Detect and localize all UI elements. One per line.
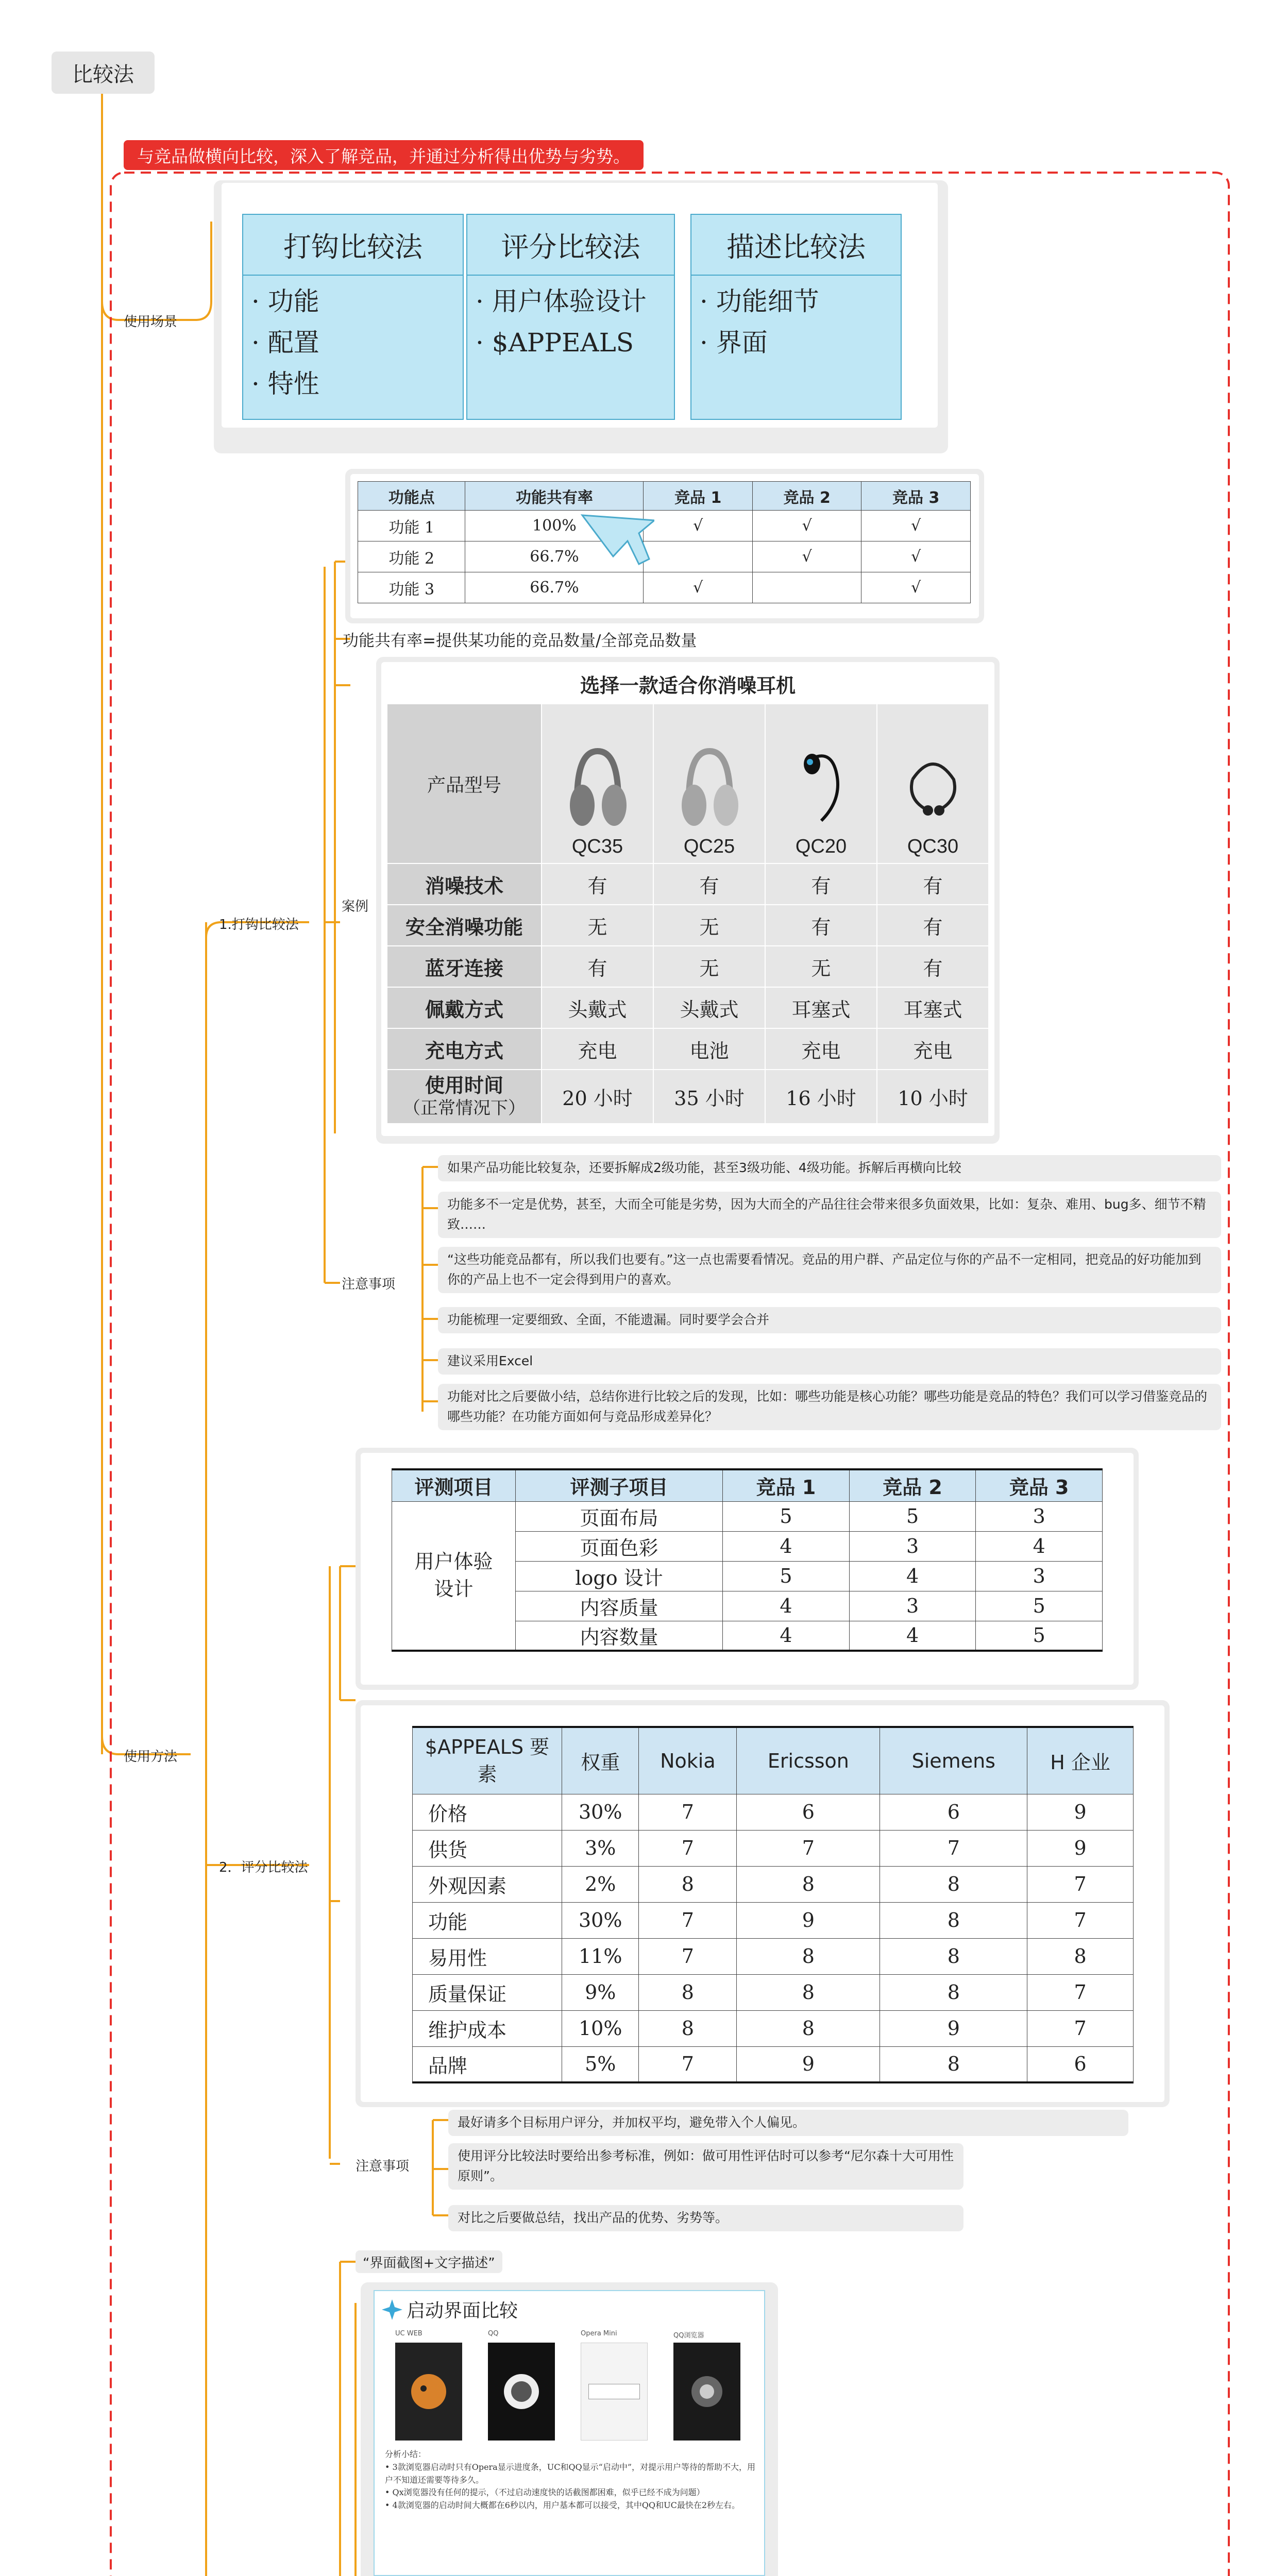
table-row: 易用性 11% 7 8 8 8 xyxy=(413,1938,1134,1974)
box-check-body: · 功能 · 配置 · 特性 xyxy=(242,276,464,420)
table-row: 功能 2 66.7% √ √ xyxy=(358,541,971,572)
product-qc20: QC20 xyxy=(765,704,877,863)
check-note-6: 功能对比之后要做小结，总结你进行比较之后的发现，比如：哪些功能是核心功能？哪些功能是竞品的特色？我们可以学习借鉴竞品的哪些功能？在功能方面如何与竞品形成差异化？ xyxy=(438,1384,1221,1430)
table-row: 维护成本 10% 8 8 9 7 xyxy=(413,2010,1134,2046)
headphone-image xyxy=(567,743,629,831)
neckband-image xyxy=(902,743,964,831)
startup-panel xyxy=(374,2290,765,2576)
startup-title: 启动界面比较 xyxy=(407,2300,518,2321)
headphones-table xyxy=(386,703,989,1124)
box-check xyxy=(242,214,464,420)
score-notes-label[interactable]: 注意事项 xyxy=(356,2158,410,2174)
usage-panel xyxy=(222,183,938,428)
score-label[interactable]: 2．评分比较法 xyxy=(219,1859,308,1875)
check-note-2: 功能多不一定是优势，甚至，大而全可能是劣势，因为大而全的产品往往会带来很多负面效果，比如：复杂、难用、bug多、细节不精致…… xyxy=(438,1192,1221,1238)
box-score xyxy=(466,214,675,420)
table-row: 使用时间 （正常情况下） 20 小时 35 小时 16 小时 10 小时 xyxy=(387,1070,989,1124)
screenshot-label[interactable]: “界面截图+文字描述” xyxy=(356,2250,502,2273)
link-usage xyxy=(102,222,211,320)
check-note-5: 建议采用Excel xyxy=(438,1348,1221,1375)
table-row: 品牌 5% 7 9 8 6 xyxy=(413,2046,1134,2082)
earbud-image xyxy=(790,743,852,831)
table-row: 供货 3% 7 7 7 9 xyxy=(413,1830,1134,1866)
product-qc30: QC30 xyxy=(877,704,989,863)
qq-logo-icon xyxy=(501,2371,542,2412)
headphone-image xyxy=(679,743,740,831)
usage-label[interactable]: 使用场景 xyxy=(124,314,178,330)
check-case-label[interactable]: 案例 xyxy=(342,899,369,914)
squirrel-icon xyxy=(408,2371,449,2412)
table-row: 安全消噪功能 无 无 有 有 xyxy=(387,905,989,946)
screen-qq xyxy=(488,2343,555,2441)
table-row: 价格 30% 7 6 6 9 xyxy=(413,1794,1134,1830)
table-row: 内容数量 4 4 5 xyxy=(392,1621,1103,1651)
ft-h4: 竞品 3 xyxy=(861,482,971,511)
box-score-title: 评分比较法 xyxy=(466,214,675,276)
brand-row: UC WEB QQ Opera Mini QQ浏览器 xyxy=(395,2330,704,2340)
headphones-panel xyxy=(381,662,994,1136)
table-row: 内容质量 4 3 5 xyxy=(392,1591,1103,1621)
table-row: 充电方式 充电 电池 充电 充电 xyxy=(387,1028,989,1070)
appeals-table: $APPEALS 要素 权重 Nokia Ericsson Siemens H 企业 价格 30% 7 6 6 9 供货 3% 7 7 7 9 外观因素 2% 8 8 8 7 功能 30% 7 9 8 7 易用性 11% 7 8 8 8 质量保证 9% 8 8 8 7 维护成本 10% 8 8 9 7 品牌 5% 7 9 8 6 xyxy=(412,1726,1134,2083)
table-row: 功能 1 100% √ √ √ xyxy=(358,511,971,541)
score-note-1: 最好请多个目标用户评分，并加权平均，避免带入个人偏见。 xyxy=(448,2110,1128,2136)
ft-h1: 功能共有率 xyxy=(465,482,644,511)
feature-table-panel xyxy=(350,474,979,618)
table-row: 外观因素 2% 8 8 8 7 xyxy=(413,1866,1134,1902)
score-note-3: 对比之后要做总结，找出产品的优势、劣势等。 xyxy=(448,2205,963,2231)
ft-h0: 功能点 xyxy=(358,482,465,511)
table-row: logo 设计 5 4 3 xyxy=(392,1561,1103,1591)
startup-screens xyxy=(395,2343,740,2441)
screen-ucweb xyxy=(395,2343,462,2441)
headphones-title: 选择一款适合你消噪耳机 xyxy=(580,674,796,697)
qqbrowser-icon xyxy=(686,2371,728,2412)
check-note-3: “这些功能竞品都有，所以我们也要有。”这一点也需要看情况。竞品的用户群、产品定位与你的产品不一定相同，把竞品的好功能加到你的产品上也不一定会得到用户的喜欢。 xyxy=(438,1247,1221,1293)
box-describe-title: 描述比较法 xyxy=(690,214,902,276)
startup-analysis: 分析小结： • 3款浏览器启动时只有Opera显示进度条，UC和QQ显示“启动中”，对提示用户等待的帮助不大，用户不知道还需要等待多久。 • Qx浏览器没有任何的提示，（不过启动速度快的话截图都困难，似乎已经不成为问题） • 4款浏览器的启动时间大概都在6秒以内，用户基本都可以接受，其中QQ和UC最快在2秒左右。 xyxy=(385,2449,756,2511)
banner: 与竞品做横向比较，深入了解竞品，并通过分析得出优势与劣势。 xyxy=(124,140,644,170)
table-row: 功能 30% 7 9 8 7 xyxy=(413,1902,1134,1938)
model-label: 产品型号 xyxy=(387,704,542,863)
box-describe xyxy=(690,214,902,420)
table-row: 页面色彩 4 3 4 xyxy=(392,1531,1103,1561)
product-qc35: QC35 xyxy=(542,704,653,863)
progress-bar xyxy=(588,2384,640,2399)
box-describe-body: · 功能细节 · 界面 xyxy=(690,276,902,420)
methods-label[interactable]: 使用方法 xyxy=(124,1749,178,1765)
box-check-title: 打钩比较法 xyxy=(242,214,464,276)
screen-qqbrowser xyxy=(673,2343,740,2441)
table-row: 用户体验设计 页面布局 5 5 3 xyxy=(392,1501,1103,1531)
table-row: 蓝牙连接 有 无 无 有 xyxy=(387,946,989,987)
score-note-2: 使用评分比较法时要给出参考标准，例如：做可用性评估时可以参考“尼尔森十大可用性原则”。 xyxy=(448,2143,963,2190)
check-notes-label[interactable]: 注意事项 xyxy=(342,1276,396,1292)
screen-opera xyxy=(581,2343,648,2441)
ft-h2: 竞品 1 xyxy=(644,482,753,511)
ux-table: 评测项目 评测子项目 竞品 1 竞品 2 竞品 3 用户体验设计 页面布局 5 5 3 页面色彩 4 3 4 logo 设计 5 4 3 内容质量 4 3 5 内容数量 4 4 5 xyxy=(392,1468,1103,1652)
table-row: 佩戴方式 头戴式 头戴式 耳塞式 耳塞式 xyxy=(387,987,989,1028)
table-row: 消噪技术 有 有 有 有 xyxy=(387,863,989,905)
table-row: 质量保证 9% 8 8 8 7 xyxy=(413,1974,1134,2010)
check-note-1: 如果产品功能比较复杂，还要拆解成2级功能，甚至3级功能、4级功能。拆解后再横向比较 xyxy=(438,1155,1221,1181)
formula-text: 功能共有率=提供某功能的竞品数量/全部竞品数量 xyxy=(343,631,697,650)
product-qc25: QC25 xyxy=(653,704,765,863)
check-note-4: 功能梳理一定要细致、全面，不能遗漏。同时要学会合并 xyxy=(438,1307,1221,1333)
box-score-body: · 用户体验设计 · $APPEALS xyxy=(466,276,675,420)
sparkle-icon xyxy=(382,2299,402,2320)
ux-table-panel xyxy=(361,1453,1134,1685)
feature-table xyxy=(358,481,971,603)
pointer-arrow-icon xyxy=(577,510,654,567)
ft-h3: 竞品 2 xyxy=(752,482,861,511)
root-node[interactable]: 比较法 xyxy=(52,52,155,94)
appeals-panel xyxy=(361,1705,1164,2102)
table-row: 功能 3 66.7% √ √ xyxy=(358,572,971,603)
check-label[interactable]: 1.打钩比较法 xyxy=(219,917,299,933)
